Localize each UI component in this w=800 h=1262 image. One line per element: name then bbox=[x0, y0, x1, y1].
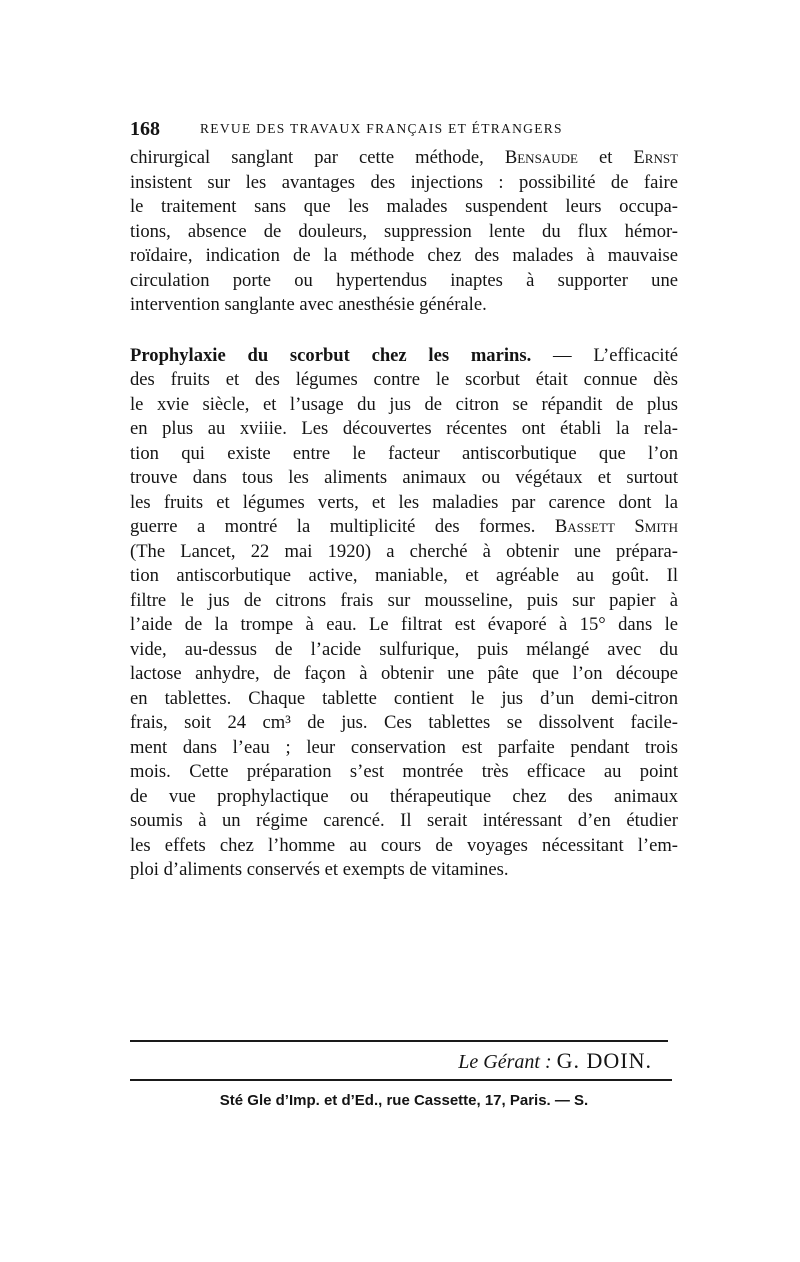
text-line: Prophylaxie du scorbut chez les marins. — L’efficacité bbox=[130, 344, 679, 366]
author-name: Bensaude bbox=[504, 147, 578, 168]
text-line: trouve dans tous les aliments animaux ou végétaux et surtout bbox=[130, 467, 678, 488]
text-line: le xvie siècle, et l’usage du jus de citron se répandit de plus bbox=[130, 393, 678, 415]
text-line: lactose anhydre, de façon à obtenir une pâte que l’on découpe bbox=[130, 663, 678, 684]
text-line: insistent sur les avantages des injections : possibilité de faire bbox=[130, 171, 678, 193]
running-head-title: REVUE DES TRAVAUX FRANÇAIS ET ÉTRANGERS bbox=[200, 121, 563, 136]
text-line: ploi d’aliments conservés et exempts de vitamines. bbox=[130, 859, 509, 880]
paragraph-scorbut bbox=[130, 344, 678, 883]
text-line: l’aide de la trompe à eau. Le filtrat est évaporé à 15° dans le bbox=[130, 614, 678, 635]
text-line: circulation porte ou hypertendus inaptes à supporter une bbox=[130, 269, 678, 291]
text-line: en plus au xviiie. Les découvertes récentes ont établi la rela- bbox=[130, 418, 678, 439]
author-name: Ernst bbox=[633, 147, 679, 168]
text-line: ment dans l’eau ; leur conservation est parfaite pendant trois bbox=[130, 736, 678, 758]
gerant-name: G. DOIN. bbox=[556, 1048, 652, 1073]
text-line: les effets chez l’homme au cours de voyages nécessitant l’em- bbox=[130, 834, 678, 856]
page-number: 168 bbox=[130, 118, 160, 140]
gerant-signature bbox=[130, 1047, 652, 1076]
text-line: en tablettes. Chaque tablette contient le jus d’un demi-citron bbox=[130, 687, 678, 709]
article-body bbox=[130, 146, 678, 883]
paragraph-injections bbox=[130, 146, 678, 318]
text-line: de vue prophylactique ou thérapeutique chez des animaux bbox=[130, 785, 678, 807]
text-line: guerre a montré la multiplicité des formes. Bassett Smith bbox=[130, 516, 678, 537]
running-header bbox=[130, 114, 678, 144]
section-title: Prophylaxie du scorbut chez les marins. bbox=[130, 344, 532, 366]
gerant-label: Le Gérant : bbox=[458, 1051, 552, 1073]
text-line: mois. Cette préparation s’est montrée très efficace au point bbox=[130, 761, 678, 782]
text-line: les fruits et légumes verts, et les maladies par carence dont la bbox=[130, 491, 678, 513]
divider-rule bbox=[130, 1079, 672, 1081]
text-line: le traitement sans que les malades suspendent leurs occupa- bbox=[130, 196, 678, 217]
text-line: filtre le jus de citrons frais sur mousseline, puis sur papier à bbox=[130, 589, 678, 611]
text-line: tion qui existe entre le facteur antiscorbutique que l’on bbox=[130, 442, 678, 464]
divider-rule bbox=[130, 1040, 668, 1042]
text-line: frais, soit 24 cm³ de jus. Ces tablettes se dissolvent facile- bbox=[130, 712, 678, 733]
text-line: tion antiscorbutique active, maniable, et agréable au goût. Il bbox=[130, 565, 678, 586]
text-line: vide, au-dessus de l’acide sulfurique, puis mélangé avec du bbox=[130, 638, 678, 660]
text-line: des fruits et des légumes contre le scorbut était connue dès bbox=[130, 369, 678, 390]
text-line: soumis à un régime carencé. Il serait intéressant d’en étudier bbox=[130, 810, 678, 831]
author-name: Bassett Smith bbox=[554, 516, 678, 537]
text-line: tions, absence de douleurs, suppression lente du flux hémor- bbox=[130, 220, 678, 242]
text-line: intervention sanglante avec anesthésie générale. bbox=[130, 294, 487, 315]
printer-imprint: Sté Gle d’Imp. et d’Ed., rue Cassette, 17, Paris. — S. bbox=[219, 1092, 589, 1109]
text-line: chirurgical sanglant par cette méthode, Bensaude et Ernst bbox=[130, 147, 679, 168]
text-line: (The Lancet, 22 mai 1920) a cherché à obtenir une prépara- bbox=[130, 540, 678, 562]
text-line: roïdaire, indication de la méthode chez des malades à mauvaise bbox=[130, 245, 678, 266]
